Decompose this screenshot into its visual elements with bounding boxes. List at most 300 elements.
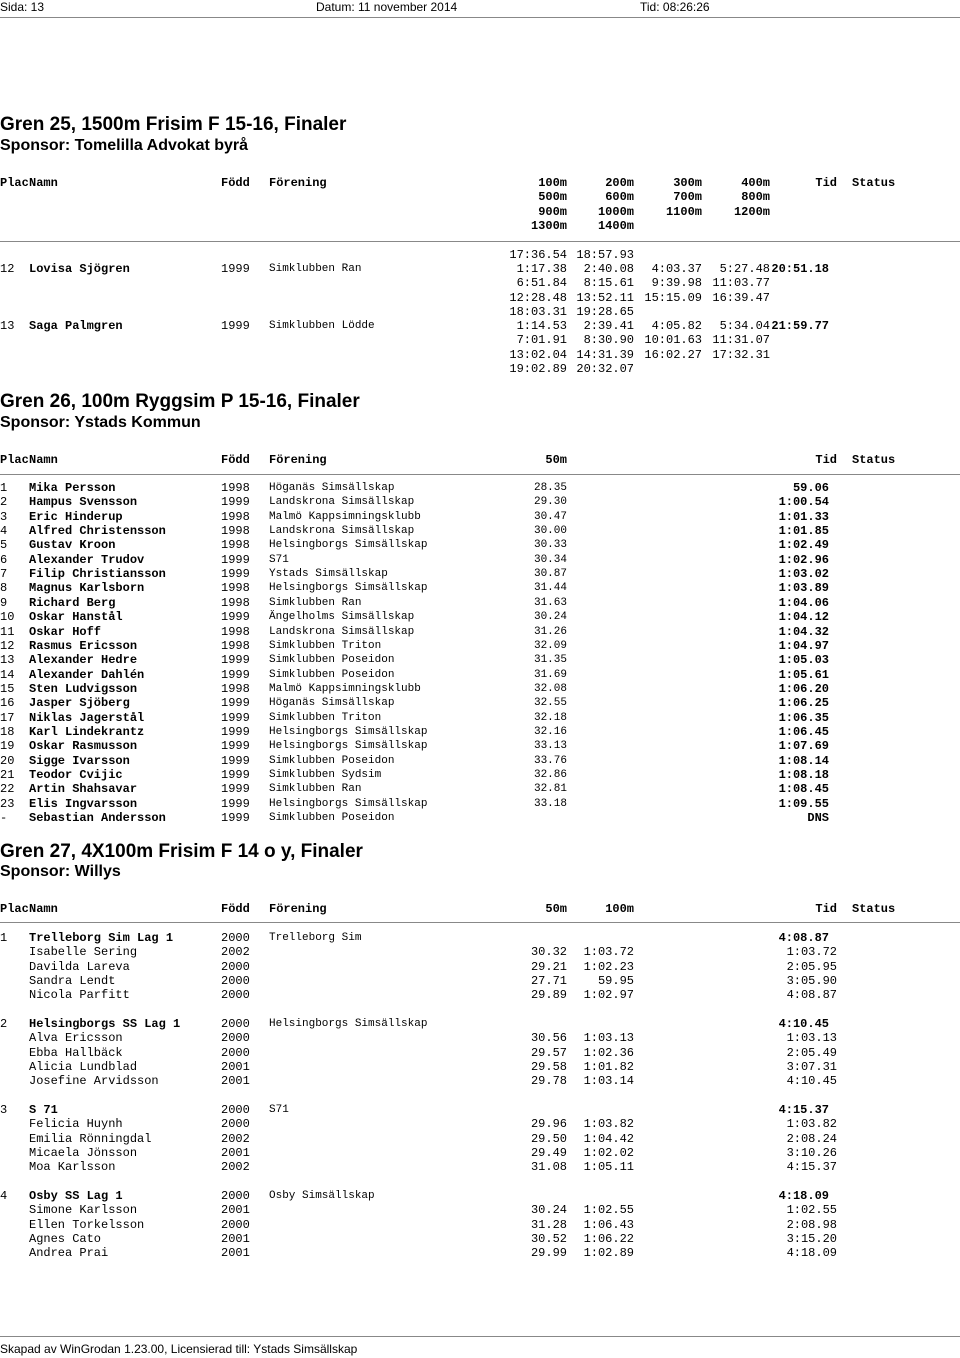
result-club: Ängelholms Simsällskap bbox=[269, 611, 415, 624]
swimmer-born: 2000 bbox=[221, 973, 250, 988]
swimmer-name: Simone Karlsson bbox=[29, 1203, 138, 1218]
result-split-50: 30.87 bbox=[533, 568, 567, 581]
result-club: Landskrona Simsällskap bbox=[269, 625, 415, 638]
event-25-header-divider bbox=[0, 241, 960, 242]
swimmer-split-50: 30.52 bbox=[530, 1231, 567, 1246]
result-time: 20:51.18 bbox=[771, 262, 829, 276]
result-born: 1998 bbox=[221, 509, 250, 524]
split-time: 18:57.93 bbox=[576, 248, 634, 262]
result-split-50: 32.08 bbox=[533, 682, 567, 695]
team-time: 4:15.37 bbox=[778, 1103, 829, 1117]
swimmer-split-50: 29.49 bbox=[530, 1145, 567, 1160]
footer-divider bbox=[0, 1336, 960, 1337]
result-name: Eric Hinderup bbox=[29, 509, 123, 524]
result-name: Alfred Christensson bbox=[29, 524, 166, 539]
split-time: 17:36.54 bbox=[509, 248, 567, 262]
split-time: 14:31.39 bbox=[576, 347, 634, 362]
result-born: 1999 bbox=[221, 696, 250, 711]
swimmer-split-100: 1:06.22 bbox=[583, 1231, 634, 1246]
swimmer-born: 2001 bbox=[221, 1246, 250, 1261]
result-time: 1:06.25 bbox=[778, 696, 829, 711]
result-time: 59.06 bbox=[792, 481, 829, 495]
swimmer-name: Emilia Rönningdal bbox=[29, 1131, 152, 1146]
col-split-distance: 1100m bbox=[665, 204, 702, 219]
swimmer-cumulative: 2:08.98 bbox=[786, 1217, 837, 1232]
result-born: 1999 bbox=[221, 262, 250, 276]
result-name: Magnus Karlsborn bbox=[29, 581, 145, 596]
team-name: Osby SS Lag 1 bbox=[29, 1189, 123, 1203]
swimmer-split-50: 31.08 bbox=[530, 1160, 567, 1175]
result-club: Simklubben Ran bbox=[269, 263, 362, 275]
team-born: 2000 bbox=[221, 1017, 250, 1031]
result-born: 1999 bbox=[221, 796, 250, 811]
result-name: Rasmus Ericsson bbox=[29, 638, 138, 653]
swimmer-cumulative: 1:03.72 bbox=[786, 945, 837, 960]
split-time: 12:28.48 bbox=[509, 290, 567, 305]
result-place: 14 bbox=[0, 667, 15, 682]
split-time: 16:39.47 bbox=[712, 290, 770, 305]
result-split-50: 33.76 bbox=[533, 754, 567, 767]
split-time: 10:01.63 bbox=[644, 333, 702, 348]
result-place: 20 bbox=[0, 753, 15, 768]
result-place: 4 bbox=[0, 524, 8, 539]
result-place: 5 bbox=[0, 538, 8, 553]
event-27-header-divider bbox=[0, 922, 960, 923]
result-club: Simklubben Poseidon bbox=[269, 812, 395, 825]
split-time: 2:39.41 bbox=[583, 319, 634, 333]
swimmer-split-100: 59.95 bbox=[597, 973, 634, 988]
col-split-distance: 900m bbox=[538, 204, 567, 219]
swimmer-cumulative: 2:08.24 bbox=[786, 1131, 837, 1146]
swimmer-split-100: 1:02.02 bbox=[583, 1145, 634, 1160]
result-born: 1998 bbox=[221, 481, 250, 495]
result-name: Lovisa Sjögren bbox=[29, 262, 130, 276]
split-time: 1:14.53 bbox=[516, 319, 567, 333]
result-split-50: 30.33 bbox=[533, 539, 567, 552]
swimmer-split-100: 1:05.11 bbox=[583, 1160, 634, 1175]
split-time: 9:39.98 bbox=[651, 276, 702, 291]
col-plac: Plac bbox=[0, 176, 29, 190]
col-forening: Förening bbox=[269, 453, 327, 467]
result-place: 15 bbox=[0, 681, 15, 696]
result-place: 23 bbox=[0, 796, 15, 811]
split-time: 13:02.04 bbox=[509, 347, 567, 362]
swimmer-split-50: 29.58 bbox=[530, 1059, 567, 1074]
swimmer-split-50: 30.32 bbox=[530, 945, 567, 960]
result-name: Niklas Jagerstål bbox=[29, 710, 145, 725]
result-born: 1999 bbox=[221, 739, 250, 754]
col-split-distance: 800m bbox=[741, 190, 770, 205]
event-26-header-divider bbox=[0, 474, 960, 475]
result-time: 1:09.55 bbox=[778, 796, 829, 811]
swimmer-cumulative: 1:03.82 bbox=[786, 1117, 837, 1132]
result-born: 1998 bbox=[221, 638, 250, 653]
result-club: Helsingborgs Simsällskap bbox=[269, 740, 428, 753]
result-club: Simklubben Poseidon bbox=[269, 668, 395, 681]
split-time: 19:28.65 bbox=[576, 304, 634, 319]
result-time: 1:04.06 bbox=[778, 595, 829, 610]
swimmer-split-100: 1:01.82 bbox=[583, 1059, 634, 1074]
result-club: Helsingborgs Simsällskap bbox=[269, 539, 428, 552]
split-time: 17:32.31 bbox=[712, 347, 770, 362]
col-status: Status bbox=[852, 902, 896, 916]
result-club: Höganäs Simsällskap bbox=[269, 697, 395, 710]
result-split-50: 29.30 bbox=[533, 496, 567, 509]
result-time: 1:03.89 bbox=[778, 581, 829, 596]
swimmer-cumulative: 1:03.13 bbox=[786, 1031, 837, 1046]
swimmer-split-100: 1:02.23 bbox=[583, 959, 634, 974]
swimmer-name: Agnes Cato bbox=[29, 1231, 102, 1246]
result-split-50: 32.86 bbox=[533, 769, 567, 781]
swimmer-split-50: 30.24 bbox=[530, 1203, 567, 1218]
swimmer-split-100: 1:03.14 bbox=[583, 1074, 634, 1089]
result-place: 10 bbox=[0, 610, 15, 625]
swimmer-split-100: 1:03.82 bbox=[583, 1117, 634, 1132]
col-split-distance: 1200m bbox=[733, 204, 770, 219]
result-split-50: 30.00 bbox=[533, 525, 567, 538]
result-born: 1998 bbox=[221, 624, 250, 639]
result-split-50: 31.63 bbox=[533, 596, 567, 609]
col-namn: Namn bbox=[29, 453, 58, 467]
result-place: 16 bbox=[0, 696, 15, 711]
result-born: 1999 bbox=[221, 768, 250, 782]
result-time: 1:06.35 bbox=[778, 710, 829, 725]
swimmer-born: 2002 bbox=[221, 945, 250, 960]
result-club: Höganäs Simsällskap bbox=[269, 482, 395, 494]
result-born: 1999 bbox=[221, 710, 250, 725]
team-place: 1 bbox=[0, 931, 8, 945]
swimmer-born: 2002 bbox=[221, 1131, 250, 1146]
col-tid: Tid bbox=[815, 176, 837, 190]
result-split-50: 32.81 bbox=[533, 783, 567, 796]
result-place: 19 bbox=[0, 739, 15, 754]
col-split-distance: 400m bbox=[741, 176, 770, 190]
swimmer-name: Andrea Prai bbox=[29, 1246, 109, 1261]
result-time: 1:04.97 bbox=[778, 638, 829, 653]
swimmer-split-50: 29.89 bbox=[530, 988, 567, 1003]
swimmer-split-50: 29.96 bbox=[530, 1117, 567, 1132]
result-split-50: 30.24 bbox=[533, 611, 567, 624]
swimmer-split-50: 31.28 bbox=[530, 1217, 567, 1232]
team-time: 4:18.09 bbox=[778, 1189, 829, 1203]
result-born: 1999 bbox=[221, 811, 250, 826]
split-time: 18:03.31 bbox=[509, 304, 567, 319]
split-time: 7:01.91 bbox=[516, 333, 567, 348]
swimmer-split-100: 1:03.72 bbox=[583, 945, 634, 960]
swimmer-born: 2001 bbox=[221, 1203, 250, 1218]
result-time: 1:02.96 bbox=[778, 552, 829, 567]
result-name: Teodor Cvijic bbox=[29, 768, 123, 782]
swimmer-cumulative: 3:15.20 bbox=[786, 1231, 837, 1246]
result-name: Oskar Hanstål bbox=[29, 610, 123, 625]
col-forening: Förening bbox=[269, 902, 327, 916]
swimmer-split-100: 1:02.89 bbox=[583, 1246, 634, 1261]
result-place: 12 bbox=[0, 262, 15, 276]
result-split-50: 31.35 bbox=[533, 654, 567, 667]
event-26-title: Gren 26, 100m Ryggsim P 15-16, Finaler bbox=[0, 391, 360, 412]
result-time: 1:04.12 bbox=[778, 610, 829, 625]
result-club: Helsingborgs Simsällskap bbox=[269, 797, 428, 810]
result-name: Elis Ingvarsson bbox=[29, 796, 138, 811]
swimmer-name: Alva Ericsson bbox=[29, 1031, 123, 1046]
team-club: Osby Simsällskap bbox=[269, 1190, 375, 1202]
swimmer-split-100: 1:02.55 bbox=[583, 1203, 634, 1218]
col-100m: 100m bbox=[605, 902, 634, 916]
result-born: 1999 bbox=[221, 567, 250, 582]
result-born: 1999 bbox=[221, 610, 250, 625]
col-namn: Namn bbox=[29, 902, 58, 916]
result-place: 17 bbox=[0, 710, 15, 725]
split-time: 4:03.37 bbox=[651, 262, 702, 276]
swimmer-born: 2000 bbox=[221, 988, 250, 1003]
split-time: 5:27.48 bbox=[719, 262, 770, 276]
swimmer-born: 2001 bbox=[221, 1059, 250, 1074]
swimmer-cumulative: 3:07.31 bbox=[786, 1059, 837, 1074]
result-name: Karl Lindekrantz bbox=[29, 724, 145, 739]
result-club: Simklubben Triton bbox=[269, 711, 382, 724]
result-name: Alexander Trudov bbox=[29, 552, 145, 567]
split-time: 5:34.04 bbox=[719, 319, 770, 333]
event-26-sponsor: Sponsor: Ystads Kommun bbox=[0, 414, 201, 431]
result-place: 18 bbox=[0, 724, 15, 739]
col-fodd: Född bbox=[221, 453, 250, 467]
swimmer-born: 2000 bbox=[221, 1117, 250, 1132]
swimmer-cumulative: 2:05.49 bbox=[786, 1045, 837, 1060]
team-born: 2000 bbox=[221, 931, 250, 945]
result-time: 1:04.32 bbox=[778, 624, 829, 639]
split-time: 16:02.27 bbox=[644, 347, 702, 362]
swimmer-name: Micaela Jönsson bbox=[29, 1145, 138, 1160]
result-time: DNS bbox=[807, 811, 829, 826]
result-place: 21 bbox=[0, 768, 15, 782]
result-name: Richard Berg bbox=[29, 595, 116, 610]
result-time: 1:02.49 bbox=[778, 538, 829, 553]
col-split-distance: 500m bbox=[538, 190, 567, 205]
result-time: 1:01.33 bbox=[778, 509, 829, 524]
result-place: 8 bbox=[0, 581, 8, 596]
split-time: 2:40.08 bbox=[583, 262, 634, 276]
swimmer-cumulative: 3:10.26 bbox=[786, 1145, 837, 1160]
col-tid: Tid bbox=[815, 453, 837, 467]
team-club: S71 bbox=[269, 1104, 289, 1116]
col-split-distance: 200m bbox=[605, 176, 634, 190]
swimmer-name: Sandra Lendt bbox=[29, 973, 116, 988]
swimmer-cumulative: 4:15.37 bbox=[786, 1160, 837, 1175]
result-club: Helsingborgs Simsällskap bbox=[269, 582, 428, 595]
swimmer-name: Ellen Torkelsson bbox=[29, 1217, 145, 1232]
swimmer-split-50: 27.71 bbox=[530, 973, 567, 988]
result-split-50: 33.13 bbox=[533, 740, 567, 753]
result-place: 22 bbox=[0, 782, 15, 797]
result-born: 1999 bbox=[221, 724, 250, 739]
swimmer-name: Felicia Huynh bbox=[29, 1117, 123, 1132]
split-time: 11:03.77 bbox=[712, 276, 770, 291]
result-split-50: 31.26 bbox=[533, 625, 567, 638]
team-place: 2 bbox=[0, 1017, 8, 1031]
swimmer-split-100: 1:02.36 bbox=[583, 1045, 634, 1060]
col-status: Status bbox=[852, 176, 896, 190]
header-divider bbox=[0, 17, 960, 18]
result-born: 1998 bbox=[221, 524, 250, 539]
col-split-distance: 700m bbox=[673, 190, 702, 205]
col-fodd: Född bbox=[221, 902, 250, 916]
result-club: Malmö Kappsimningsklubb bbox=[269, 510, 421, 523]
team-name: S 71 bbox=[29, 1103, 58, 1117]
result-place: 13 bbox=[0, 653, 15, 668]
swimmer-split-50: 29.21 bbox=[530, 959, 567, 974]
result-born: 1998 bbox=[221, 538, 250, 553]
col-50m: 50m bbox=[545, 453, 567, 467]
result-time: 1:08.14 bbox=[778, 753, 829, 768]
col-split-distance: 100m bbox=[538, 176, 567, 190]
team-time: 4:10.45 bbox=[778, 1017, 829, 1031]
result-name: Hampus Svensson bbox=[29, 495, 138, 510]
result-time: 1:05.03 bbox=[778, 653, 829, 668]
result-born: 1998 bbox=[221, 595, 250, 610]
swimmer-name: Nicola Parfitt bbox=[29, 988, 130, 1003]
result-name: Filip Christiansson bbox=[29, 567, 166, 582]
result-place: 13 bbox=[0, 319, 15, 333]
result-split-50: 32.09 bbox=[533, 639, 567, 652]
swimmer-name: Ebba Hallbäck bbox=[29, 1045, 123, 1060]
result-name: Oskar Hoff bbox=[29, 624, 102, 639]
result-time: 1:00.54 bbox=[778, 495, 829, 510]
result-born: 1999 bbox=[221, 753, 250, 768]
result-born: 1999 bbox=[221, 319, 250, 333]
result-born: 1999 bbox=[221, 782, 250, 797]
swimmer-cumulative: 4:10.45 bbox=[786, 1074, 837, 1089]
col-split-distance: 300m bbox=[673, 176, 702, 190]
swimmer-cumulative: 2:05.95 bbox=[786, 959, 837, 974]
swimmer-split-50: 29.57 bbox=[530, 1045, 567, 1060]
swimmer-split-50: 29.99 bbox=[530, 1246, 567, 1261]
result-split-50: 32.55 bbox=[533, 697, 567, 710]
footer-text: Skapad av WinGrodan 1.23.00, Licensierad till: Ystads Simsällskap bbox=[0, 1342, 358, 1356]
swimmer-name: Alicia Lundblad bbox=[29, 1059, 138, 1074]
result-time: 1:06.20 bbox=[778, 681, 829, 696]
swimmer-born: 2001 bbox=[221, 1145, 250, 1160]
result-club: Simklubben Sydsim bbox=[269, 769, 382, 781]
split-time: 13:52.11 bbox=[576, 290, 634, 305]
swimmer-split-100: 1:06.43 bbox=[583, 1217, 634, 1232]
result-name: Oskar Rasmusson bbox=[29, 739, 138, 754]
result-name: Gustav Kroon bbox=[29, 538, 116, 553]
result-name: Mika Persson bbox=[29, 481, 116, 495]
swimmer-split-50: 29.50 bbox=[530, 1131, 567, 1146]
team-born: 2000 bbox=[221, 1103, 250, 1117]
team-time: 4:08.87 bbox=[778, 931, 829, 945]
col-plac: Plac bbox=[0, 453, 29, 467]
print-time: Tid: 08:26:26 bbox=[640, 0, 710, 14]
result-place: 1 bbox=[0, 481, 8, 495]
team-place: 4 bbox=[0, 1189, 8, 1203]
result-split-50: 31.69 bbox=[533, 668, 567, 681]
swimmer-cumulative: 1:02.55 bbox=[786, 1203, 837, 1218]
result-time: 1:08.45 bbox=[778, 782, 829, 797]
swimmer-born: 2001 bbox=[221, 1231, 250, 1246]
split-time: 19:02.89 bbox=[509, 361, 567, 376]
team-club: Helsingborgs Simsällskap bbox=[269, 1018, 428, 1030]
result-time: 1:06.45 bbox=[778, 724, 829, 739]
result-club: Malmö Kappsimningsklubb bbox=[269, 682, 421, 695]
col-status: Status bbox=[852, 453, 896, 467]
col-forening: Förening bbox=[269, 176, 327, 190]
result-club: Simklubben Triton bbox=[269, 639, 382, 652]
event-27-sponsor: Sponsor: Willys bbox=[0, 863, 121, 880]
split-time: 6:51.84 bbox=[516, 276, 567, 291]
split-time: 20:32.07 bbox=[576, 361, 634, 376]
team-club: Trelleborg Sim bbox=[269, 932, 362, 944]
result-name: Sebastian Andersson bbox=[29, 811, 166, 826]
swimmer-born: 2000 bbox=[221, 1045, 250, 1060]
col-fodd: Född bbox=[221, 176, 250, 190]
result-split-50: 30.34 bbox=[533, 553, 567, 566]
col-split-distance: 1000m bbox=[597, 204, 634, 219]
event-25-title: Gren 25, 1500m Frisim F 15-16, Finaler bbox=[0, 114, 347, 135]
result-place: 2 bbox=[0, 495, 8, 510]
swimmer-name: Josefine Arvidsson bbox=[29, 1074, 159, 1089]
result-place: 6 bbox=[0, 552, 8, 567]
event-27-title: Gren 27, 4X100m Frisim F 14 o y, Finaler bbox=[0, 841, 363, 862]
result-name: Alexander Dahlén bbox=[29, 667, 145, 682]
result-split-50: 32.16 bbox=[533, 725, 567, 738]
result-club: Landskrona Simsällskap bbox=[269, 496, 415, 509]
result-name: Jasper Sjöberg bbox=[29, 696, 130, 711]
result-split-50: 31.44 bbox=[533, 582, 567, 595]
print-date: Datum: 11 november 2014 bbox=[316, 0, 458, 14]
result-club: Landskrona Simsällskap bbox=[269, 525, 415, 538]
team-place: 3 bbox=[0, 1103, 8, 1117]
split-time: 1:17.38 bbox=[516, 262, 567, 276]
swimmer-born: 2000 bbox=[221, 1217, 250, 1232]
result-born: 1999 bbox=[221, 552, 250, 567]
result-place: - bbox=[0, 811, 8, 826]
result-place: 9 bbox=[0, 595, 8, 610]
col-split-distance: 600m bbox=[605, 190, 634, 205]
col-namn: Namn bbox=[29, 176, 58, 190]
swimmer-name: Davilda Lareva bbox=[29, 959, 130, 974]
swimmer-split-100: 1:02.97 bbox=[583, 988, 634, 1003]
swimmer-cumulative: 4:18.09 bbox=[786, 1246, 837, 1261]
swimmer-cumulative: 3:05.90 bbox=[786, 973, 837, 988]
result-split-50: 28.35 bbox=[533, 482, 567, 494]
swimmer-cumulative: 4:08.87 bbox=[786, 988, 837, 1003]
result-time: 1:08.18 bbox=[778, 768, 829, 782]
result-born: 1999 bbox=[221, 495, 250, 510]
result-born: 1998 bbox=[221, 681, 250, 696]
result-name: Artin Shahsavar bbox=[29, 782, 138, 797]
split-time: 4:05.82 bbox=[651, 319, 702, 333]
col-plac: Plac bbox=[0, 902, 29, 916]
result-time: 1:05.61 bbox=[778, 667, 829, 682]
col-50m: 50m bbox=[545, 902, 567, 916]
result-place: 11 bbox=[0, 624, 15, 639]
result-club: Simklubben Poseidon bbox=[269, 754, 395, 767]
result-club: Simklubben Ran bbox=[269, 783, 362, 796]
swimmer-born: 2002 bbox=[221, 1160, 250, 1175]
result-club: Simklubben Poseidon bbox=[269, 654, 395, 667]
result-club: Ystads Simsällskap bbox=[269, 568, 388, 581]
swimmer-split-100: 1:03.13 bbox=[583, 1031, 634, 1046]
result-born: 1999 bbox=[221, 653, 250, 668]
col-split-distance: 1400m bbox=[597, 218, 634, 233]
page-number: Sida: 13 bbox=[0, 0, 45, 14]
result-club: Simklubben Ran bbox=[269, 596, 362, 609]
swimmer-split-50: 30.56 bbox=[530, 1031, 567, 1046]
team-born: 2000 bbox=[221, 1189, 250, 1203]
result-place: 12 bbox=[0, 638, 15, 653]
result-split-50: 33.18 bbox=[533, 797, 567, 810]
